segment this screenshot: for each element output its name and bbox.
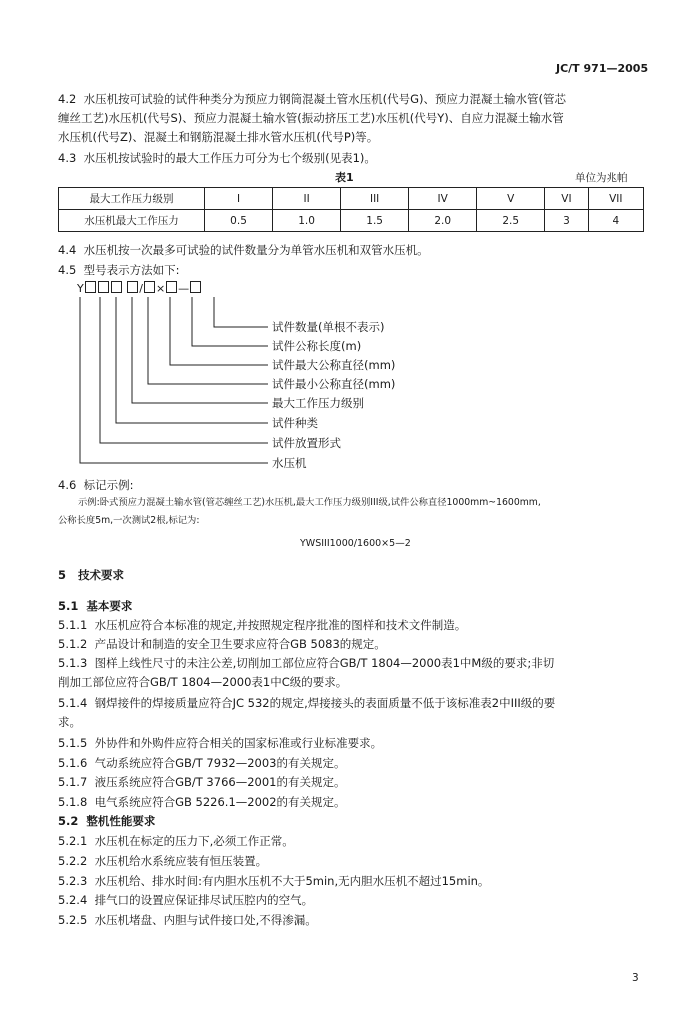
clause-text: 外协件和外购件应符合相关的国家标准或行业标准要求。	[94, 736, 383, 750]
page-number: 3	[632, 972, 639, 984]
table-caption: 表1	[335, 171, 354, 184]
clause-number: 5.2.2	[58, 854, 88, 868]
section-5-1-heading	[58, 597, 132, 616]
table-cell: 3	[545, 210, 588, 232]
clause-5-1-8	[58, 793, 346, 812]
table-cell: VI	[545, 188, 588, 210]
legend-item: 水压机	[272, 456, 307, 470]
clause-number: 4.2	[58, 92, 77, 106]
table-cell: IV	[409, 188, 477, 210]
clause-text: 水压机给、排水时间:有内胆水压机不大于5min,无内胆水压机不超过15min。	[94, 874, 490, 888]
clause-4-6	[58, 476, 133, 495]
clause-5-2-5	[58, 911, 317, 930]
section-title: 基本要求	[86, 599, 133, 613]
legend-item: 试件放置形式	[272, 436, 341, 450]
clause-5-2-2	[58, 852, 267, 871]
clause-text: 液压系统应符合GB/T 3766—2001的有关规定。	[94, 775, 346, 789]
clause-number: 5.1.4	[58, 696, 88, 710]
clause-text: 电气系统应符合GB 5226.1—2002的有关规定。	[94, 795, 346, 809]
clause-number: 5.2.4	[58, 893, 88, 907]
clause-5-1-4	[58, 694, 555, 713]
section-5-2-heading	[58, 812, 155, 831]
legend-item: 最大工作压力级别	[272, 396, 364, 410]
section-number: 5	[58, 568, 67, 582]
example-text-line2: 公称长度5m,一次测试2根,标记为:	[58, 515, 200, 526]
table-cell: VII	[588, 188, 643, 210]
model-dash: —	[178, 282, 190, 295]
section-title: 技术要求	[78, 568, 125, 582]
model-times: ×	[155, 282, 166, 295]
clause-text: 水压机给水系统应装有恒压装置。	[94, 854, 268, 868]
table-cell: II	[273, 188, 341, 210]
clause-text: 气动系统应符合GB/T 7932—2003的有关规定。	[94, 756, 346, 770]
clause-text: 图样上线性尺寸的未注公差,切削加工部位应符合GB/T 1804—2000表1中M级的要求;非切	[94, 656, 555, 670]
table-unit: 单位为兆帕	[575, 172, 628, 184]
legend-item: 试件公称长度(m)	[272, 339, 362, 353]
clause-number: 5.1.5	[58, 736, 88, 750]
clause-text: 钢焊接件的焊接质量应符合JC 532的规定,焊接接头的表面质量不低于该标准表2中III级的要	[94, 696, 556, 710]
clause-number: 5.1.6	[58, 756, 88, 770]
table-cell: 4	[588, 210, 643, 232]
clause-5-1-2	[58, 635, 386, 654]
legend-item: 试件种类	[272, 416, 318, 430]
clause-number: 5.2.5	[58, 913, 88, 927]
clause-5-1-5	[58, 734, 382, 753]
clause-number: 5.2.3	[58, 874, 88, 888]
clause-number: 5.2.1	[58, 834, 88, 848]
clause-text: 水压机按一次最多可试验的试件数量分为单管水压机和双管水压机。	[83, 243, 429, 257]
table-cell: 0.5	[205, 210, 273, 232]
legend-item: 试件最大公称直径(mm)	[272, 358, 396, 372]
clause-text: 排气口的设置应保证排尽试压腔内的空气。	[94, 893, 314, 907]
table-cell: III	[341, 188, 409, 210]
table-row-header: 最大工作压力级别	[59, 188, 205, 210]
standard-number: JC/T 971—2005	[556, 62, 649, 75]
table-row-header: 水压机最大工作压力	[59, 210, 205, 232]
clause-text: 水压机应符合本标准的规定,并按照规定程序批准的图样和技术文件制造。	[94, 618, 467, 632]
legend-item: 试件数量(单根不表示)	[272, 320, 385, 334]
clause-text: 标记示例:	[83, 478, 134, 492]
clause-5-1-6	[58, 754, 345, 773]
table-cell: 1.5	[341, 210, 409, 232]
clause-text: 型号表示方法如下:	[83, 263, 180, 277]
clause-text: 水压机按试验时的最大工作压力可分为七个级别(见表1)。	[83, 151, 376, 165]
clause-text: 产品设计和制造的安全卫生要求应符合GB 5083的规定。	[94, 637, 386, 651]
clause-number: 5.1.2	[58, 637, 88, 651]
clause-5-2-4	[58, 891, 313, 910]
clause-4-2-line2: 缠丝工艺)水压机(代号S)、预应力混凝土输水管(振动挤压工艺)水压机(代号Y)、自应力混凝土输水管	[58, 111, 564, 125]
clause-number: 5.1.3	[58, 656, 88, 670]
section-title: 整机性能要求	[86, 814, 156, 828]
section-number: 5.2	[58, 814, 79, 828]
clause-number: 5.1.8	[58, 795, 88, 809]
clause-number: 4.5	[58, 263, 77, 277]
clause-4-2-line3: 水压机(代号Z)、混凝土和钢筋混凝土排水管水压机(代号P)等。	[58, 130, 379, 144]
clause-5-1-3	[58, 654, 554, 673]
clause-text: 水压机堵盘、内胆与试件接口处,不得渗漏。	[94, 913, 317, 927]
clause-5-1-3-line2: 削加工部位应符合GB/T 1804—2000表1中C级的要求。	[58, 675, 348, 689]
table-cell: 2.5	[477, 210, 545, 232]
clause-5-2-3	[58, 872, 489, 891]
table-cell: 1.0	[273, 210, 341, 232]
clause-5-1-7	[58, 773, 345, 792]
clause-5-1-1	[58, 616, 466, 635]
clause-number: 4.4	[58, 243, 77, 257]
clause-number: 5.1.7	[58, 775, 88, 789]
clause-number: 4.3	[58, 151, 77, 165]
clause-number: 5.1.1	[58, 618, 88, 632]
section-5-heading	[58, 566, 124, 585]
table-cell: I	[205, 188, 273, 210]
model-slash: /	[139, 282, 143, 295]
section-number: 5.1	[58, 599, 79, 613]
example-text-line1: 示例:卧式预应力混凝土输水管(管芯缠丝工艺)水压机,最大工作压力级别III级,试件公称直径1000mm~1600mm,	[78, 497, 541, 508]
clause-number: 4.6	[58, 478, 77, 492]
model-prefix: Y	[77, 282, 84, 295]
clause-text: 水压机按可试验的试件种类分为预应力钢筒混凝土管水压机(代号G)、预应力混凝土输水管(管芯	[83, 92, 566, 106]
clause-5-2-1	[58, 832, 294, 851]
clause-5-1-4-line2: 求。	[58, 715, 81, 729]
table-cell: V	[477, 188, 545, 210]
legend-item: 试件最小公称直径(mm)	[272, 377, 396, 391]
table-cell: 2.0	[409, 210, 477, 232]
clause-text: 水压机在标定的压力下,必须工作正常。	[94, 834, 294, 848]
example-code: YWSIII1000/1600×5—2	[300, 538, 411, 549]
